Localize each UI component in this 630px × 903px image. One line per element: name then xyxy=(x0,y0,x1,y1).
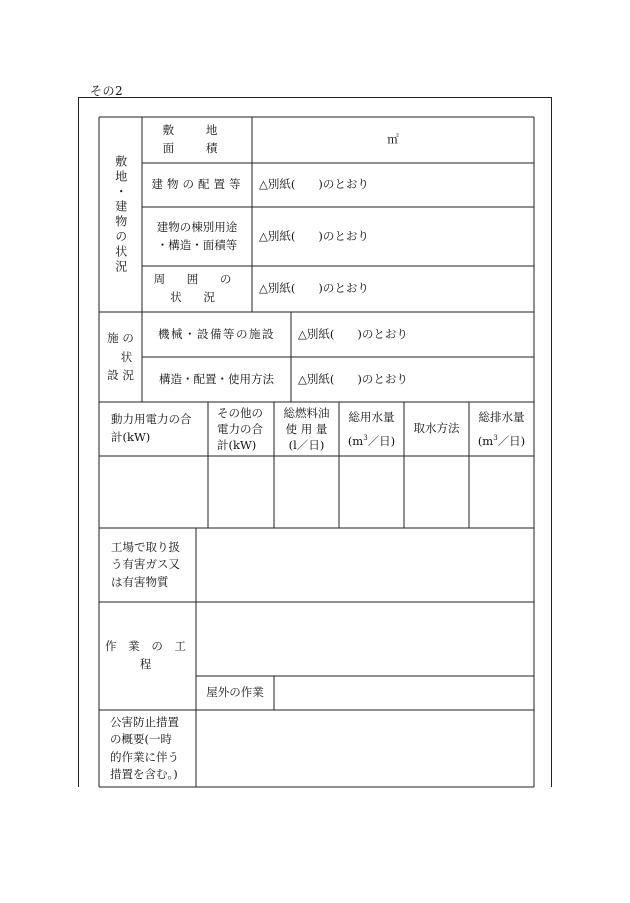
building-layout-label: 建物の配置等 xyxy=(151,177,245,192)
hazardous-substances-label: 工場で取り扱 う有害ガス又 は有害物質 xyxy=(111,540,180,589)
facility-group-label: 施 の 状 設 況 xyxy=(107,331,134,383)
header-water-intake: 取水方法 xyxy=(413,421,460,436)
value-water-intake[interactable] xyxy=(404,456,469,528)
value-other-power[interactable] xyxy=(208,456,274,528)
site-group-label: 敷地・建物の状況 xyxy=(113,154,128,275)
work-process-label: 作 業 の 工 程 xyxy=(105,639,190,671)
work-process-value[interactable] xyxy=(196,602,534,676)
page-label: その2 xyxy=(90,84,124,98)
pollution-prevention-value[interactable] xyxy=(196,710,534,787)
header-fuel-oil: 総燃料油 使 用 量 (l／日) xyxy=(283,405,330,453)
machinery-value[interactable]: △別紙( )のとおり xyxy=(298,326,408,341)
pollution-prevention-label: 公害防止措置 の概要(一時 的作業に伴う 措置を含む。) xyxy=(110,715,179,781)
header-drainage: 総排水量 ($m^3/$日) xyxy=(477,409,526,448)
value-power-total[interactable] xyxy=(99,456,208,528)
machinery-label: 機械・設備等の施設 xyxy=(158,326,275,341)
header-other-power: その他の 電力の合 計(kW) xyxy=(217,405,263,453)
building-use-value[interactable]: △別紙( )のとおり xyxy=(259,228,369,243)
building-layout-value[interactable]: △別紙( )のとおり xyxy=(259,177,369,192)
value-water-use[interactable] xyxy=(339,456,404,528)
structure-usage-label: 構造・配置・使用方法 xyxy=(159,371,274,386)
structure-usage-value[interactable]: △別紙( )のとおり xyxy=(298,371,408,386)
outdoor-work-label: 屋外の作業 xyxy=(206,685,264,700)
header-water-use: 総用水量 ($m^3/$日) xyxy=(347,409,396,448)
outdoor-work-value[interactable] xyxy=(274,676,534,710)
building-use-label: 建物の棟別用途 ・構造・面積等 xyxy=(156,219,238,252)
site-area-label: 敷 地 面 積 xyxy=(162,123,232,155)
hazardous-substances-value[interactable] xyxy=(196,528,534,602)
value-drainage[interactable] xyxy=(469,456,534,528)
surroundings-value[interactable]: △別紙( )のとおり xyxy=(259,281,369,296)
site-area-unit: ㎡ xyxy=(387,132,399,147)
surroundings-label: 周 囲 の 状 況 xyxy=(153,272,241,304)
value-fuel-oil[interactable] xyxy=(274,456,339,528)
header-power-total: 動力用電力の合 計(kW) xyxy=(111,412,192,444)
